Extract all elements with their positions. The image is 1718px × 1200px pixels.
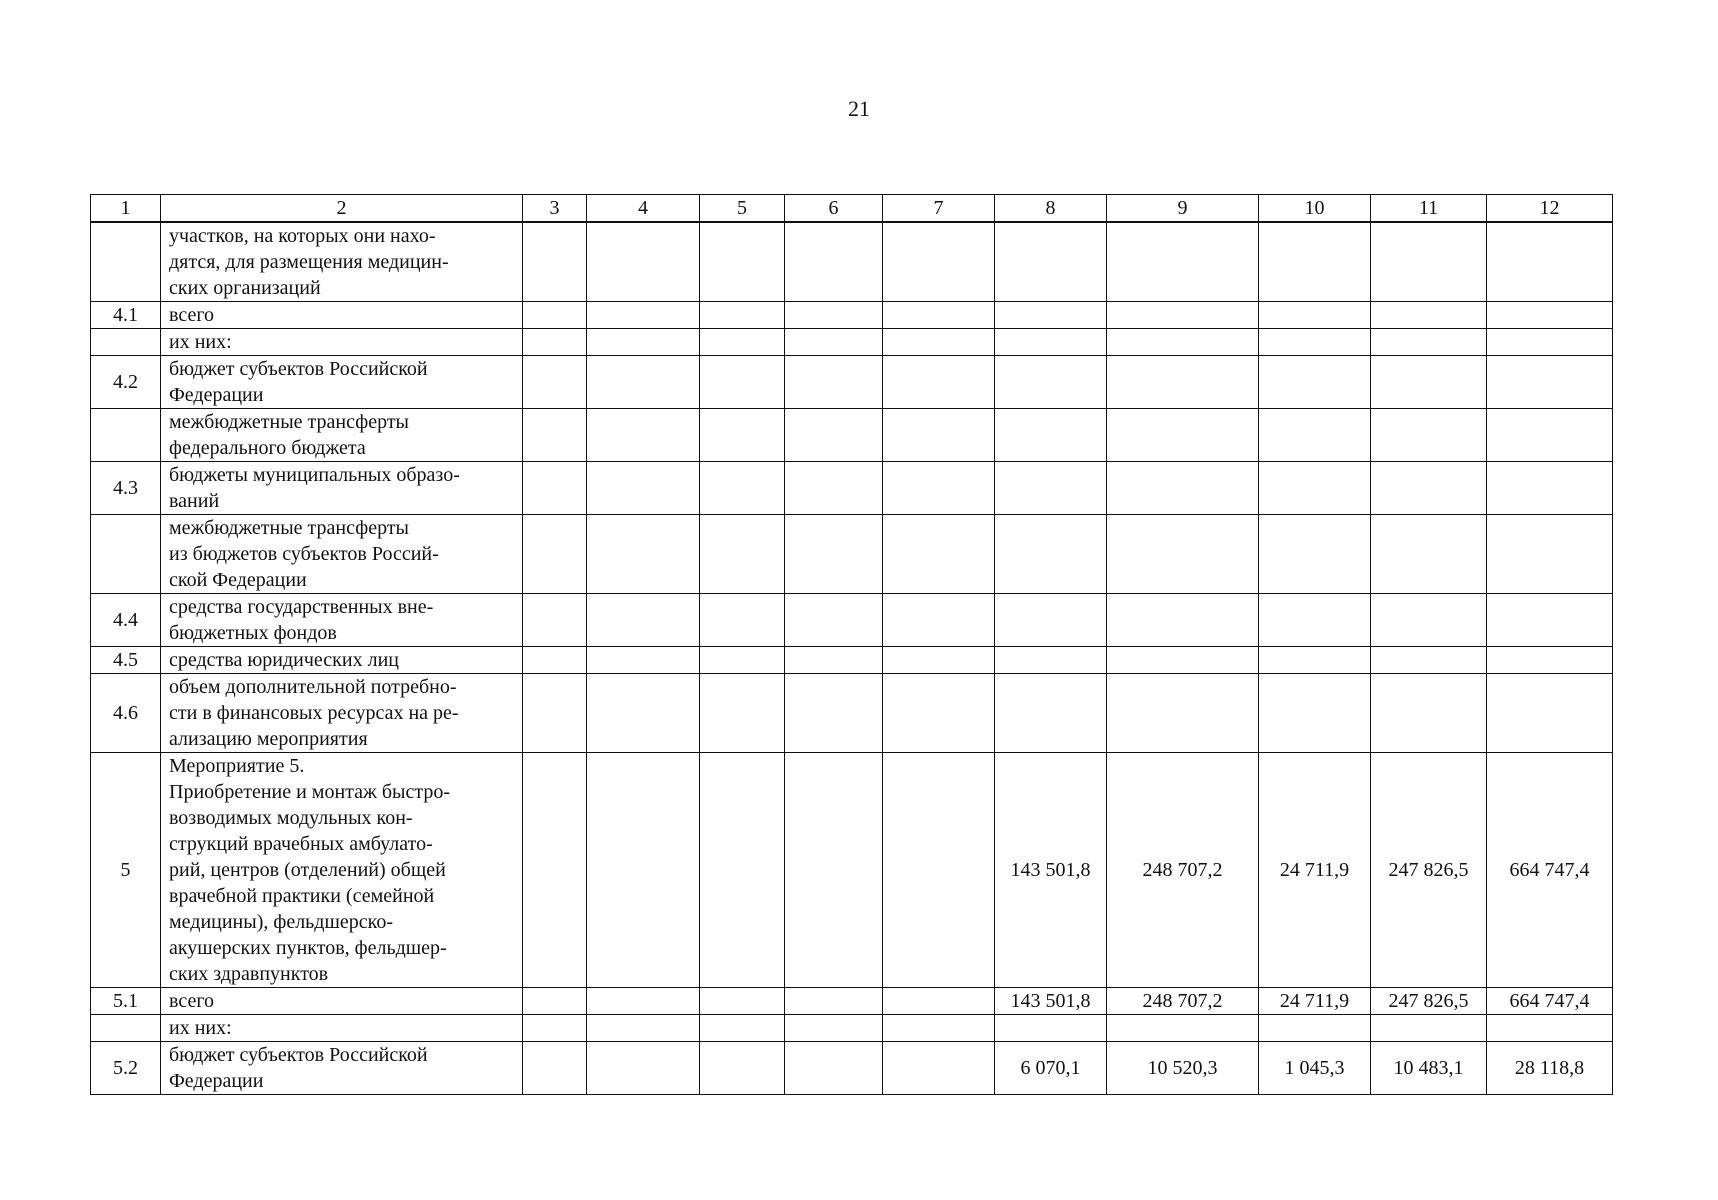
value-cell-col-9 [1107, 409, 1259, 462]
value-cell-col-10 [1259, 302, 1371, 329]
value-cell-col-4 [587, 674, 700, 753]
value-cell-col-8 [995, 409, 1107, 462]
description-line: из бюджетов субъектов Россий- [169, 543, 439, 565]
value-cell-col-12 [1487, 1015, 1613, 1042]
value-cell-col-12: 664 747,4 [1487, 988, 1613, 1015]
value-cell-col-3 [523, 1042, 587, 1095]
value-cell-col-4 [587, 462, 700, 515]
value-cell-col-8: 143 501,8 [995, 753, 1107, 988]
row-description [161, 594, 523, 647]
value-cell-col-9 [1107, 1015, 1259, 1042]
column-number-9: 9 [1107, 195, 1259, 223]
value-cell-col-8 [995, 1015, 1107, 1042]
value-cell-col-9: 10 520,3 [1107, 1042, 1259, 1095]
value-cell-col-5 [700, 1015, 785, 1042]
value-cell-col-6 [785, 674, 883, 753]
value-cell-col-10 [1259, 462, 1371, 515]
description-line: бюджет субъектов Российской [169, 358, 428, 380]
value-cell-col-8 [995, 594, 1107, 647]
value-cell-col-11 [1371, 1015, 1487, 1042]
value-cell-col-10: 24 711,9 [1259, 988, 1371, 1015]
value-cell-col-10 [1259, 409, 1371, 462]
value-cell-col-3 [523, 753, 587, 988]
value-cell-col-5 [700, 674, 785, 753]
row-description [161, 222, 523, 302]
value-cell-col-11 [1371, 647, 1487, 674]
value-cell-col-7 [883, 302, 995, 329]
value-cell-col-5 [700, 753, 785, 988]
value-cell-col-12 [1487, 674, 1613, 753]
row-number: 4.2 [91, 356, 161, 409]
value-cell-col-11 [1371, 594, 1487, 647]
description-line: ской Федерации [169, 569, 307, 591]
value-cell-col-5 [700, 647, 785, 674]
value-cell-col-3 [523, 302, 587, 329]
table-body [91, 222, 1613, 1095]
column-number-4: 4 [587, 195, 700, 223]
value-cell-col-7 [883, 515, 995, 594]
value-cell-col-5 [700, 409, 785, 462]
value-cell-col-3 [523, 594, 587, 647]
row-number: 4.5 [91, 647, 161, 674]
page-number: 21 [848, 96, 870, 121]
row-description [161, 409, 523, 462]
value-cell-col-6 [785, 462, 883, 515]
description-line: медицины), фельдшерско- [169, 911, 393, 933]
row-number: 4.4 [91, 594, 161, 647]
value-cell-col-6 [785, 302, 883, 329]
row-number: 4.3 [91, 462, 161, 515]
description-line: ских организаций [169, 277, 321, 299]
table-row [91, 302, 1613, 329]
table-row [91, 1015, 1613, 1042]
value-cell-col-3 [523, 1015, 587, 1042]
value-cell-col-4 [587, 1015, 700, 1042]
value-cell-col-3 [523, 409, 587, 462]
description-line: межбюджетные трансферты [169, 517, 409, 539]
value-cell-col-9 [1107, 356, 1259, 409]
description-line: объем дополнительной потребно- [169, 676, 457, 698]
value-cell-col-7 [883, 1042, 995, 1095]
value-cell-col-10 [1259, 515, 1371, 594]
value-cell-col-5 [700, 1042, 785, 1095]
value-cell-col-6 [785, 1015, 883, 1042]
column-number-10: 10 [1259, 195, 1371, 223]
value-cell-col-10 [1259, 329, 1371, 356]
value-cell-col-11: 247 826,5 [1371, 988, 1487, 1015]
description-line: всего [169, 990, 215, 1012]
row-description [161, 988, 523, 1015]
description-line: сти в финансовых ресурсах на ре- [169, 702, 459, 724]
description-line: всего [169, 304, 215, 326]
row-description [161, 462, 523, 515]
value-cell-col-9 [1107, 329, 1259, 356]
value-cell-col-4 [587, 753, 700, 988]
value-cell-col-11: 247 826,5 [1371, 753, 1487, 988]
row-number: 4.6 [91, 674, 161, 753]
value-cell-col-8 [995, 222, 1107, 302]
value-cell-col-7 [883, 753, 995, 988]
value-cell-col-6 [785, 515, 883, 594]
description-line: врачебной практики (семейной [169, 885, 435, 907]
value-cell-col-3 [523, 222, 587, 302]
value-cell-col-5 [700, 356, 785, 409]
description-line: ализацию мероприятия [169, 728, 368, 750]
value-cell-col-6 [785, 356, 883, 409]
value-cell-col-11 [1371, 674, 1487, 753]
column-number-3: 3 [523, 195, 587, 223]
value-cell-col-8 [995, 462, 1107, 515]
value-cell-col-4 [587, 988, 700, 1015]
row-description [161, 647, 523, 674]
value-cell-col-11 [1371, 515, 1487, 594]
value-cell-col-9 [1107, 674, 1259, 753]
value-cell-col-7 [883, 329, 995, 356]
value-cell-col-10 [1259, 674, 1371, 753]
value-cell-col-10: 24 711,9 [1259, 753, 1371, 988]
value-cell-col-6 [785, 647, 883, 674]
row-number [91, 329, 161, 356]
value-cell-col-12 [1487, 222, 1613, 302]
value-cell-col-12 [1487, 594, 1613, 647]
table-row [91, 356, 1613, 409]
value-cell-col-7 [883, 988, 995, 1015]
description-line: бюджет субъектов Российской [169, 1044, 428, 1066]
value-cell-col-9 [1107, 647, 1259, 674]
value-cell-col-10: 1 045,3 [1259, 1042, 1371, 1095]
column-number-5: 5 [700, 195, 785, 223]
value-cell-col-8 [995, 329, 1107, 356]
value-cell-col-4 [587, 594, 700, 647]
description-line: ских здравпунктов [169, 963, 329, 985]
value-cell-col-12 [1487, 647, 1613, 674]
description-line: дятся, для размещения медицин- [169, 251, 449, 273]
row-description [161, 356, 523, 409]
table-row [91, 462, 1613, 515]
table-row [91, 329, 1613, 356]
column-number-12: 12 [1487, 195, 1613, 223]
value-cell-col-8: 6 070,1 [995, 1042, 1107, 1095]
description-line: средства государственных вне- [169, 596, 434, 618]
value-cell-col-11 [1371, 222, 1487, 302]
value-cell-col-5 [700, 222, 785, 302]
value-cell-col-3 [523, 356, 587, 409]
description-line: возводимых модульных кон- [169, 807, 413, 829]
row-number: 5 [91, 753, 161, 988]
column-number-8: 8 [995, 195, 1107, 223]
value-cell-col-11 [1371, 409, 1487, 462]
value-cell-col-12 [1487, 302, 1613, 329]
value-cell-col-5 [700, 302, 785, 329]
value-cell-col-8 [995, 674, 1107, 753]
row-number: 5.2 [91, 1042, 161, 1095]
value-cell-col-12 [1487, 329, 1613, 356]
description-line: ваний [169, 490, 220, 512]
row-number [91, 515, 161, 594]
value-cell-col-12 [1487, 409, 1613, 462]
table-row [91, 1042, 1613, 1095]
description-line: участков, на которых они нахо- [169, 225, 436, 247]
row-description [161, 329, 523, 356]
value-cell-col-11: 10 483,1 [1371, 1042, 1487, 1095]
table-row [91, 515, 1613, 594]
row-number: 5.1 [91, 988, 161, 1015]
value-cell-col-3 [523, 988, 587, 1015]
value-cell-col-6 [785, 988, 883, 1015]
value-cell-col-4 [587, 515, 700, 594]
value-cell-col-8 [995, 356, 1107, 409]
description-line: акушерских пунктов, фельдшер- [169, 937, 447, 959]
value-cell-col-8 [995, 647, 1107, 674]
value-cell-col-10 [1259, 594, 1371, 647]
description-line: рий, центров (отделений) общей [169, 859, 446, 881]
row-description [161, 302, 523, 329]
value-cell-col-6 [785, 753, 883, 988]
table-row [91, 647, 1613, 674]
value-cell-col-10 [1259, 356, 1371, 409]
value-cell-col-6 [785, 409, 883, 462]
value-cell-col-9: 248 707,2 [1107, 753, 1259, 988]
value-cell-col-6 [785, 329, 883, 356]
value-cell-col-12 [1487, 356, 1613, 409]
column-number-row [91, 195, 1613, 223]
value-cell-col-4 [587, 329, 700, 356]
row-description [161, 515, 523, 594]
table-row [91, 594, 1613, 647]
value-cell-col-10 [1259, 222, 1371, 302]
value-cell-col-7 [883, 1015, 995, 1042]
value-cell-col-11 [1371, 329, 1487, 356]
value-cell-col-11 [1371, 356, 1487, 409]
column-number-2: 2 [161, 195, 523, 223]
description-line: средства юридических лиц [169, 649, 399, 671]
table-row [91, 674, 1613, 753]
description-line: их них: [169, 1017, 232, 1039]
value-cell-col-11 [1371, 462, 1487, 515]
description-line: Федерации [169, 1070, 264, 1092]
description-line: Федерации [169, 384, 264, 406]
value-cell-col-9 [1107, 302, 1259, 329]
value-cell-col-4 [587, 222, 700, 302]
value-cell-col-7 [883, 647, 995, 674]
description-line: федерального бюджета [169, 437, 366, 459]
row-number: 4.1 [91, 302, 161, 329]
row-number [91, 409, 161, 462]
value-cell-col-12 [1487, 462, 1613, 515]
value-cell-col-5 [700, 329, 785, 356]
value-cell-col-9 [1107, 462, 1259, 515]
column-number-11: 11 [1371, 195, 1487, 223]
value-cell-col-12: 28 118,8 [1487, 1042, 1613, 1095]
value-cell-col-9: 248 707,2 [1107, 988, 1259, 1015]
value-cell-col-5 [700, 594, 785, 647]
row-number [91, 222, 161, 302]
value-cell-col-10 [1259, 647, 1371, 674]
budget-table [90, 194, 1613, 1095]
value-cell-col-3 [523, 329, 587, 356]
table-row [91, 753, 1613, 988]
column-number-7: 7 [883, 195, 995, 223]
value-cell-col-8: 143 501,8 [995, 988, 1107, 1015]
value-cell-col-3 [523, 462, 587, 515]
value-cell-col-12 [1487, 515, 1613, 594]
value-cell-col-3 [523, 515, 587, 594]
description-line: струкций врачебных амбулато- [169, 833, 433, 855]
row-description [161, 1042, 523, 1095]
value-cell-col-7 [883, 409, 995, 462]
value-cell-col-8 [995, 302, 1107, 329]
table-row [91, 988, 1613, 1015]
value-cell-col-8 [995, 515, 1107, 594]
value-cell-col-4 [587, 647, 700, 674]
value-cell-col-4 [587, 356, 700, 409]
value-cell-col-6 [785, 222, 883, 302]
value-cell-col-9 [1107, 515, 1259, 594]
description-line: Мероприятие 5. [169, 755, 305, 777]
value-cell-col-4 [587, 1042, 700, 1095]
row-description [161, 1015, 523, 1042]
description-line: Приобретение и монтаж быстро- [169, 781, 450, 803]
value-cell-col-3 [523, 647, 587, 674]
row-description [161, 674, 523, 753]
row-description [161, 753, 523, 988]
description-line: бюджетных фондов [169, 622, 337, 644]
value-cell-col-5 [700, 462, 785, 515]
table-row [91, 409, 1613, 462]
value-cell-col-12: 664 747,4 [1487, 753, 1613, 988]
value-cell-col-10 [1259, 1015, 1371, 1042]
value-cell-col-9 [1107, 594, 1259, 647]
value-cell-col-4 [587, 409, 700, 462]
description-line: бюджеты муниципальных образо- [169, 464, 460, 486]
column-number-6: 6 [785, 195, 883, 223]
value-cell-col-6 [785, 1042, 883, 1095]
value-cell-col-7 [883, 462, 995, 515]
table-row [91, 222, 1613, 302]
value-cell-col-6 [785, 594, 883, 647]
value-cell-col-7 [883, 356, 995, 409]
value-cell-col-5 [700, 515, 785, 594]
column-number-1: 1 [91, 195, 161, 223]
value-cell-col-5 [700, 988, 785, 1015]
row-number [91, 1015, 161, 1042]
description-line: межбюджетные трансферты [169, 411, 409, 433]
value-cell-col-4 [587, 302, 700, 329]
value-cell-col-9 [1107, 222, 1259, 302]
description-line: их них: [169, 331, 232, 353]
value-cell-col-7 [883, 674, 995, 753]
value-cell-col-7 [883, 222, 995, 302]
value-cell-col-3 [523, 674, 587, 753]
value-cell-col-11 [1371, 302, 1487, 329]
value-cell-col-7 [883, 594, 995, 647]
